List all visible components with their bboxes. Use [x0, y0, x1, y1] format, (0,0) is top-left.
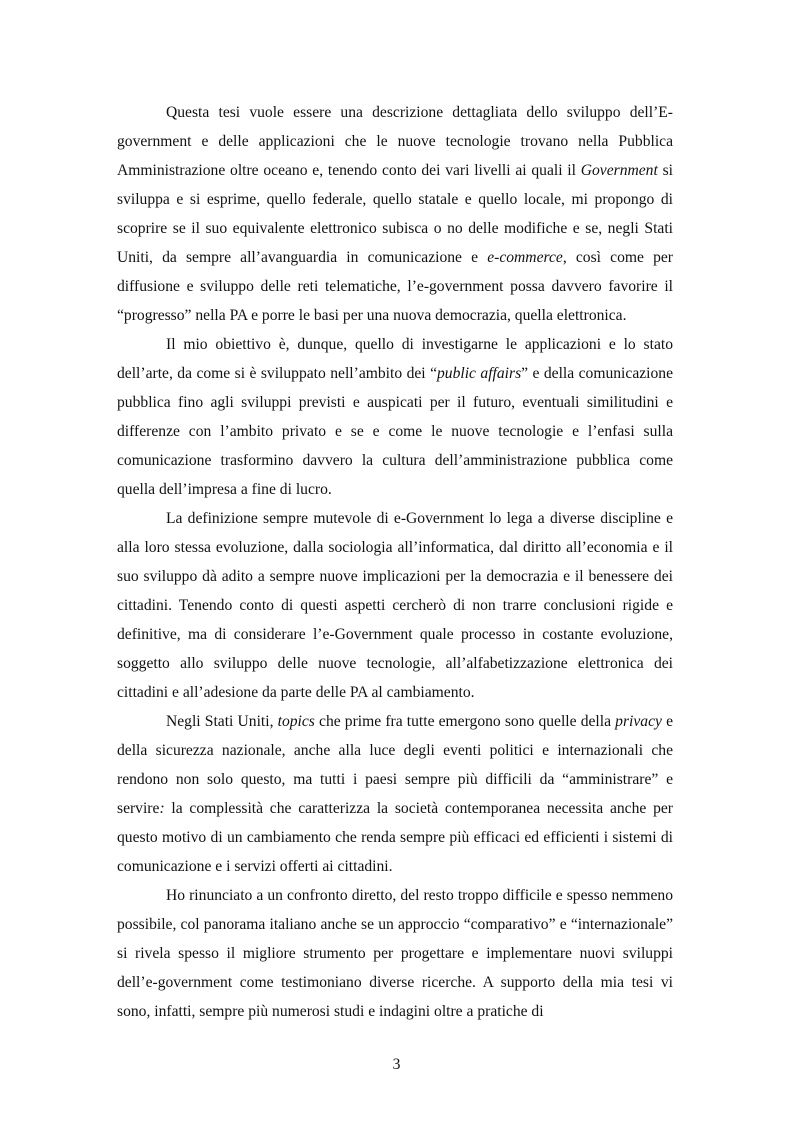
page-number: 3 [392, 1056, 401, 1073]
paragraph-1 [117, 98, 673, 330]
run: Il mio obiettivo è, dunque, quello di investigarne le applicazioni e lo stato dell’arte, da come si è sviluppato nell’ambito dei “ [117, 336, 673, 382]
run: Negli Stati Uniti, [166, 713, 278, 730]
run: e della sicurezza nazionale, anche alla luce degli eventi politici e internazionali che rendono non solo questo, ma tutti i paesi sempre più difficili da “amministrare” e servire [117, 713, 673, 817]
run: La definizione sempre mutevole di e-Government lo lega a diverse discipline e alla loro stessa evoluzione, dalla sociologia all’informatica, dal diritto all’economia e il suo sviluppo dà adito a sempre nuove implicazioni per la democrazia e il benessere dei cittadini. Tenendo conto di questi aspetti cercherò di non trarre conclusioni rigide e definitive, ma di considerare l’e-Government quale processo in costante evoluzione, soggetto allo sviluppo delle nuove tecnologie, all’alfabetizzazione elettronica dei cittadini e all’adesione da parte delle PA al cambiamento. [117, 510, 673, 701]
run: la complessità che caratterizza la società contemporanea necessita anche per questo motivo di un cambiamento che renda sempre più efficaci ed efficienti i sistemi di comunicazione e i servizi offerti ai cittadini. [117, 800, 673, 875]
paragraph-3 [117, 504, 673, 707]
italic-run: Government [580, 162, 658, 179]
italic-run: topics [277, 713, 315, 730]
run: ” e della comunicazione pubblica fino agli sviluppi previsti e auspicati per il futuro, eventuali similitudini e differenze con l’ambito privato e se e come le nuove tecnologie e l’enfasi sulla comunicazione trasformino davvero la cultura dell’amministrazione pubblica come quella dell’impresa a fine di lucro. [117, 365, 674, 498]
run: Questa tesi vuole essere una descrizione dettagliata dello sviluppo dell’E-government e delle applicazioni che le nuove tecnologie trovano nella Pubblica Amministrazione oltre oceano e, tenendo conto dei vari livelli ai quali il [117, 104, 673, 179]
italic-run: privacy [615, 713, 662, 730]
paragraph-5 [117, 881, 673, 1026]
run: si sviluppa e si esprime, quello federale, quello statale e quello locale, mi propongo di scoprire se il suo equivalente elettronico subisca o no delle modifiche e se, negli Stati Uniti, da sempre all’avanguardia in comunicazione e [117, 162, 673, 266]
run: , così come per diffusione e sviluppo delle reti telematiche, l’e-government possa davvero favorire il “progresso” nella PA e porre le basi per una nuova democrazia, quella elettronica. [117, 249, 673, 324]
run: che prime fra tutte emergono sono quelle della [314, 713, 616, 730]
body-text [117, 98, 673, 1026]
italic-run: : [159, 800, 165, 817]
paragraph-2 [117, 330, 673, 504]
italic-run: e-commerce [487, 249, 563, 266]
paragraph-4 [117, 707, 673, 881]
italic-run: public affairs [437, 365, 522, 382]
run: Ho rinunciato a un confronto diretto, del resto troppo difficile e spesso nemmeno possibile, col panorama italiano anche se un approccio “comparativo” e “internazionale” si rivela spesso il migliore strumento per progettare e implementare nuovi sviluppi dell’e-government come testimoniano diverse ricerche. A supporto della mia tesi vi sono, infatti, sempre più numerosi studi e indagini oltre a pratiche di [117, 887, 673, 1020]
